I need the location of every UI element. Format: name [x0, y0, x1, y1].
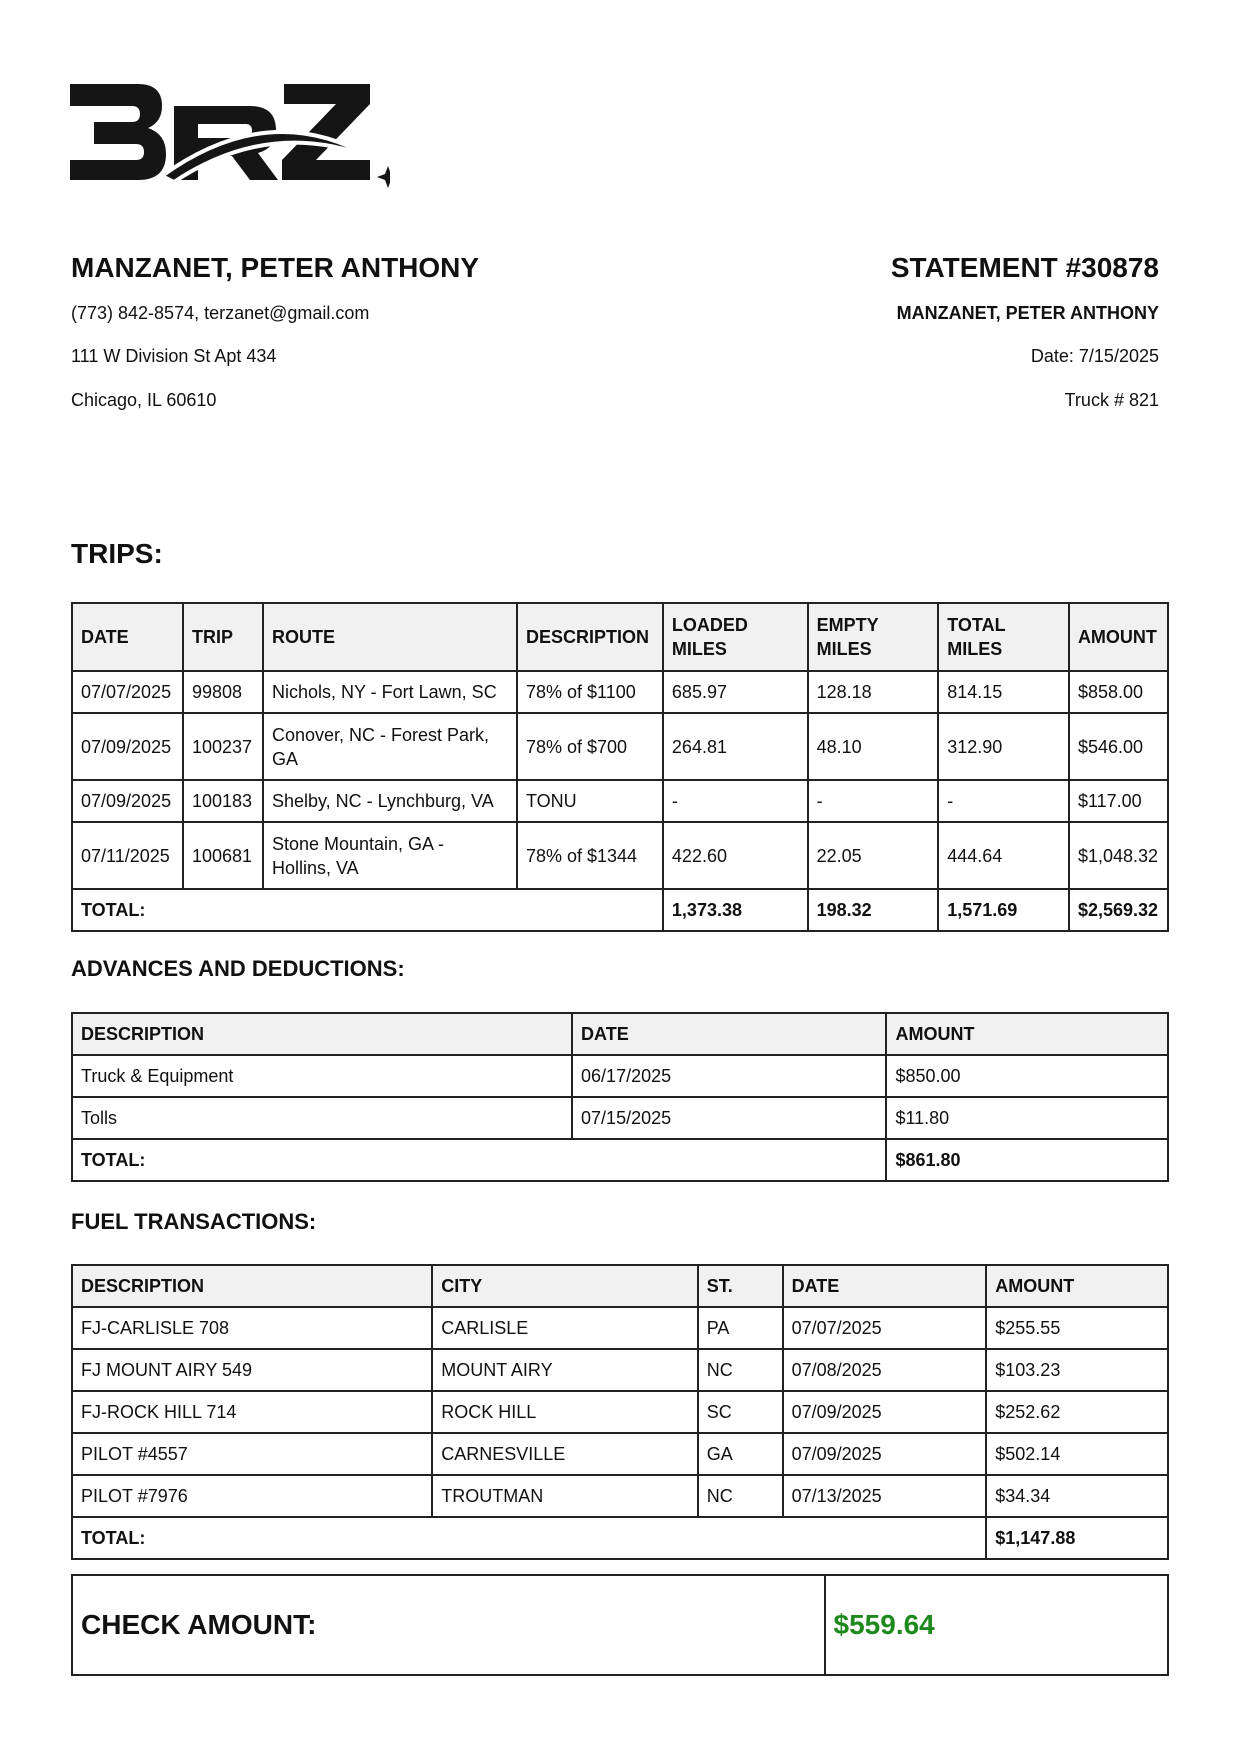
cell: 78% of $1100: [517, 671, 663, 713]
statement-name: MANZANET, PETER ANTHONY: [896, 303, 1159, 323]
table-row: [72, 671, 1168, 713]
check-amount-value: $559.64: [825, 1575, 1168, 1675]
cell: 444.64: [938, 822, 1069, 889]
deductions-header-row: [72, 1013, 1168, 1055]
cell: SC: [698, 1391, 783, 1433]
total-amount: $2,569.32: [1069, 889, 1168, 931]
total-label: TOTAL:: [72, 1139, 886, 1181]
cell: Truck & Equipment: [72, 1055, 572, 1097]
cell: Tolls: [72, 1097, 572, 1139]
total-amount: $1,147.88: [986, 1517, 1168, 1559]
cell: 22.05: [808, 822, 939, 889]
table-row: [72, 713, 1168, 780]
cell: 78% of $700: [517, 713, 663, 780]
cell: 07/08/2025: [783, 1349, 987, 1391]
cell: 07/09/2025: [783, 1391, 987, 1433]
total-loaded-miles: 1,373.38: [663, 889, 808, 931]
col-header: DESCRIPTION: [517, 603, 663, 671]
fuel-table: [71, 1264, 1169, 1560]
col-header: DESCRIPTION: [72, 1013, 572, 1055]
cell: TONU: [517, 780, 663, 822]
trips-heading: TRIPS:: [71, 538, 163, 569]
col-header: ST.: [698, 1265, 783, 1307]
driver-address-line2: Chicago, IL 60610: [71, 390, 217, 410]
cell: 07/09/2025: [72, 713, 183, 780]
cell: FJ-CARLISLE 708: [72, 1307, 432, 1349]
cell: TROUTMAN: [432, 1475, 698, 1517]
col-header: TOTAL MILES: [938, 603, 1069, 671]
cell: Stone Mountain, GA - Hollins, VA: [263, 822, 517, 889]
table-row: [72, 1055, 1168, 1097]
deductions-total-row: [72, 1139, 1168, 1181]
cell: $546.00: [1069, 713, 1168, 780]
cell: 78% of $1344: [517, 822, 663, 889]
fuel-heading: FUEL TRANSACTIONS:: [71, 1209, 317, 1234]
total-empty-miles: 198.32: [808, 889, 939, 931]
driver-contact: (773) 842-8574, terzanet@gmail.com: [71, 303, 370, 323]
cell: $252.62: [986, 1391, 1168, 1433]
cell: 48.10: [808, 713, 939, 780]
statement-date: Date: 7/15/2025: [1030, 346, 1159, 366]
table-row: [72, 1391, 1168, 1433]
cell: 07/13/2025: [783, 1475, 987, 1517]
table-row: [72, 1349, 1168, 1391]
cell: $34.34: [986, 1475, 1168, 1517]
cell: 99808: [183, 671, 263, 713]
cell: 685.97: [663, 671, 808, 713]
cell: $850.00: [886, 1055, 1168, 1097]
cell: 100237: [183, 713, 263, 780]
cell: 100183: [183, 780, 263, 822]
cell: 128.18: [808, 671, 939, 713]
check-amount-box: [71, 1574, 1169, 1676]
cell: Shelby, NC - Lynchburg, VA: [263, 780, 517, 822]
cell: $502.14: [986, 1433, 1168, 1475]
cell: NC: [698, 1475, 783, 1517]
col-header: AMOUNT: [1069, 603, 1168, 671]
col-header: AMOUNT: [986, 1265, 1168, 1307]
cell: $255.55: [986, 1307, 1168, 1349]
cell: PILOT #4557: [72, 1433, 432, 1475]
total-miles: 1,571.69: [938, 889, 1069, 931]
cell: CARNESVILLE: [432, 1433, 698, 1475]
col-header: EMPTY MILES: [808, 603, 939, 671]
fuel-total-row: [72, 1517, 1168, 1559]
driver-info: [71, 252, 479, 411]
cell: FJ-ROCK HILL 714: [72, 1391, 432, 1433]
cell: Nichols, NY - Fort Lawn, SC: [263, 671, 517, 713]
trips-table: [71, 602, 1169, 932]
cell: 100681: [183, 822, 263, 889]
col-header: LOADED MILES: [663, 603, 808, 671]
statement-info: [891, 252, 1159, 411]
table-row: [72, 822, 1168, 889]
cell: MOUNT AIRY: [432, 1349, 698, 1391]
cell: GA: [698, 1433, 783, 1475]
table-row: [72, 780, 1168, 822]
total-amount: $861.80: [886, 1139, 1168, 1181]
cell: 814.15: [938, 671, 1069, 713]
driver-name: MANZANET, PETER ANTHONY: [71, 252, 480, 283]
cell: 264.81: [663, 713, 808, 780]
cell: -: [938, 780, 1069, 822]
cell: 07/15/2025: [572, 1097, 886, 1139]
trips-header-row: [72, 603, 1168, 671]
cell: Conover, NC - Forest Park, GA: [263, 713, 517, 780]
col-header: DATE: [783, 1265, 987, 1307]
cell: 07/09/2025: [72, 780, 183, 822]
cell: PILOT #7976: [72, 1475, 432, 1517]
truck-number: Truck # 821: [1064, 390, 1159, 410]
cell: 07/07/2025: [783, 1307, 987, 1349]
table-row: [72, 1097, 1168, 1139]
cell: -: [808, 780, 939, 822]
brz-logo: [70, 78, 390, 198]
cell: 312.90: [938, 713, 1069, 780]
table-row: [72, 1307, 1168, 1349]
col-header: DATE: [72, 603, 183, 671]
statement-title: STATEMENT #30878: [890, 252, 1159, 283]
cell: $11.80: [886, 1097, 1168, 1139]
cell: 07/07/2025: [72, 671, 183, 713]
cell: 06/17/2025: [572, 1055, 886, 1097]
total-label: TOTAL:: [72, 889, 663, 931]
fuel-header-row: [72, 1265, 1168, 1307]
deductions-table: [71, 1012, 1169, 1182]
col-header: DATE: [572, 1013, 886, 1055]
cell: FJ MOUNT AIRY 549: [72, 1349, 432, 1391]
col-header: DESCRIPTION: [72, 1265, 432, 1307]
cell: 422.60: [663, 822, 808, 889]
driver-address-line1: 111 W Division St Apt 434: [71, 346, 277, 366]
col-header: ROUTE: [263, 603, 517, 671]
cell: 07/11/2025: [72, 822, 183, 889]
total-label: TOTAL:: [72, 1517, 986, 1559]
table-row: [72, 1433, 1168, 1475]
cell: NC: [698, 1349, 783, 1391]
cell: $103.23: [986, 1349, 1168, 1391]
cell: -: [663, 780, 808, 822]
col-header: CITY: [432, 1265, 698, 1307]
col-header: AMOUNT: [886, 1013, 1168, 1055]
check-amount-label: CHECK AMOUNT:: [72, 1575, 825, 1675]
col-header: TRIP: [183, 603, 263, 671]
cell: $858.00: [1069, 671, 1168, 713]
cell: 07/09/2025: [783, 1433, 987, 1475]
trips-total-row: [72, 889, 1168, 931]
deductions-heading: ADVANCES AND DEDUCTIONS:: [71, 956, 405, 981]
cell: PA: [698, 1307, 783, 1349]
cell: ROCK HILL: [432, 1391, 698, 1433]
cell: $1,048.32: [1069, 822, 1168, 889]
cell: $117.00: [1069, 780, 1168, 822]
cell: CARLISLE: [432, 1307, 698, 1349]
table-row: [72, 1475, 1168, 1517]
